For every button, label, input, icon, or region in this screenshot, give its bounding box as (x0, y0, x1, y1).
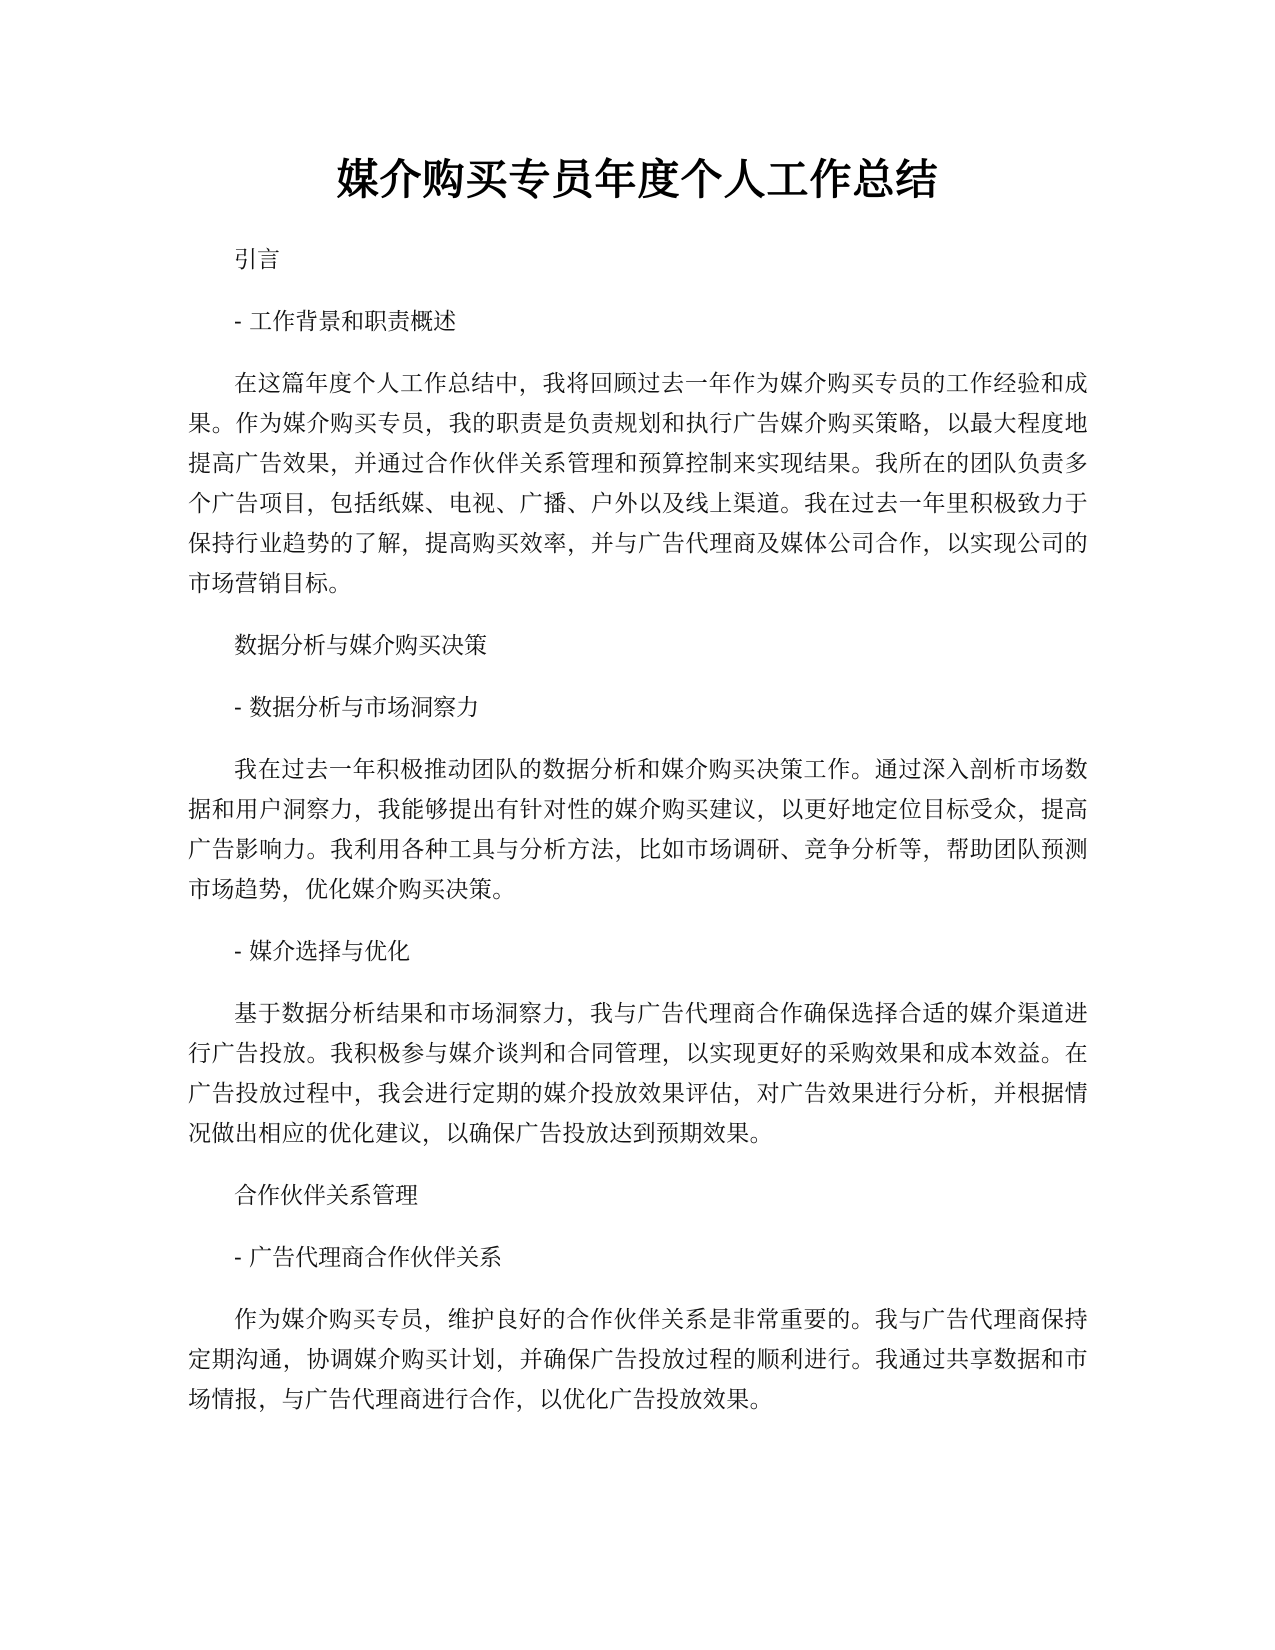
subsection-heading-background: - 工作背景和职责概述 (234, 309, 457, 335)
section-heading-data-analysis: 数据分析与媒介购买决策 (234, 633, 487, 659)
section-heading-partnership: 合作伙伴关系管理 (234, 1183, 418, 1209)
section-heading-intro: 引言 (234, 247, 280, 273)
subsection-heading-media-selection: - 媒介选择与优化 (234, 939, 411, 965)
document-title: 媒介购买专员年度个人工作总结 (336, 155, 939, 204)
document-body (188, 240, 1088, 1442)
paragraph-background: 在这篇年度个人工作总结中，我将回顾过去一年作为媒介购买专员的工作经验和成果。作为媒介购买专员，我的职责是负责规划和执行广告媒介购买策略，以最大程度地提高广告效果，并通过合作伙伴关系管理和预算控制来实现结果。我所在的团队负责多个广告项目，包括纸媒、电视、广播、户外以及线上渠道。我在过去一年里积极致力于保持行业趋势的了解，提高购买效率，并与广告代理商及媒体公司合作，以实现公司的市场营销目标。 (188, 371, 1088, 597)
subsection-heading-market-insight: - 数据分析与市场洞察力 (234, 695, 480, 721)
paragraph-market-insight: 我在过去一年积极推动团队的数据分析和媒介购买决策工作。通过深入剖析市场数据和用户洞察力，我能够提出有针对性的媒介购买建议，以更好地定位目标受众，提高广告影响力。我利用各种工具与分析方法，比如市场调研、竞争分析等，帮助团队预测市场趋势，优化媒介购买决策。 (188, 757, 1088, 903)
subsection-heading-agency-partnership: - 广告代理商合作伙伴关系 (234, 1245, 503, 1271)
paragraph-media-selection: 基于数据分析结果和市场洞察力，我与广告代理商合作确保选择合适的媒介渠道进行广告投放。我积极参与媒介谈判和合同管理，以实现更好的采购效果和成本效益。在广告投放过程中，我会进行定期的媒介投放效果评估，对广告效果进行分析，并根据情况做出相应的优化建议，以确保广告投放达到预期效果。 (188, 1001, 1088, 1147)
paragraph-agency-partnership: 作为媒介购买专员，维护良好的合作伙伴关系是非常重要的。我与广告代理商保持定期沟通，协调媒介购买计划，并确保广告投放过程的顺利进行。我通过共享数据和市场情报，与广告代理商进行合作，以优化广告投放效果。 (188, 1307, 1088, 1413)
